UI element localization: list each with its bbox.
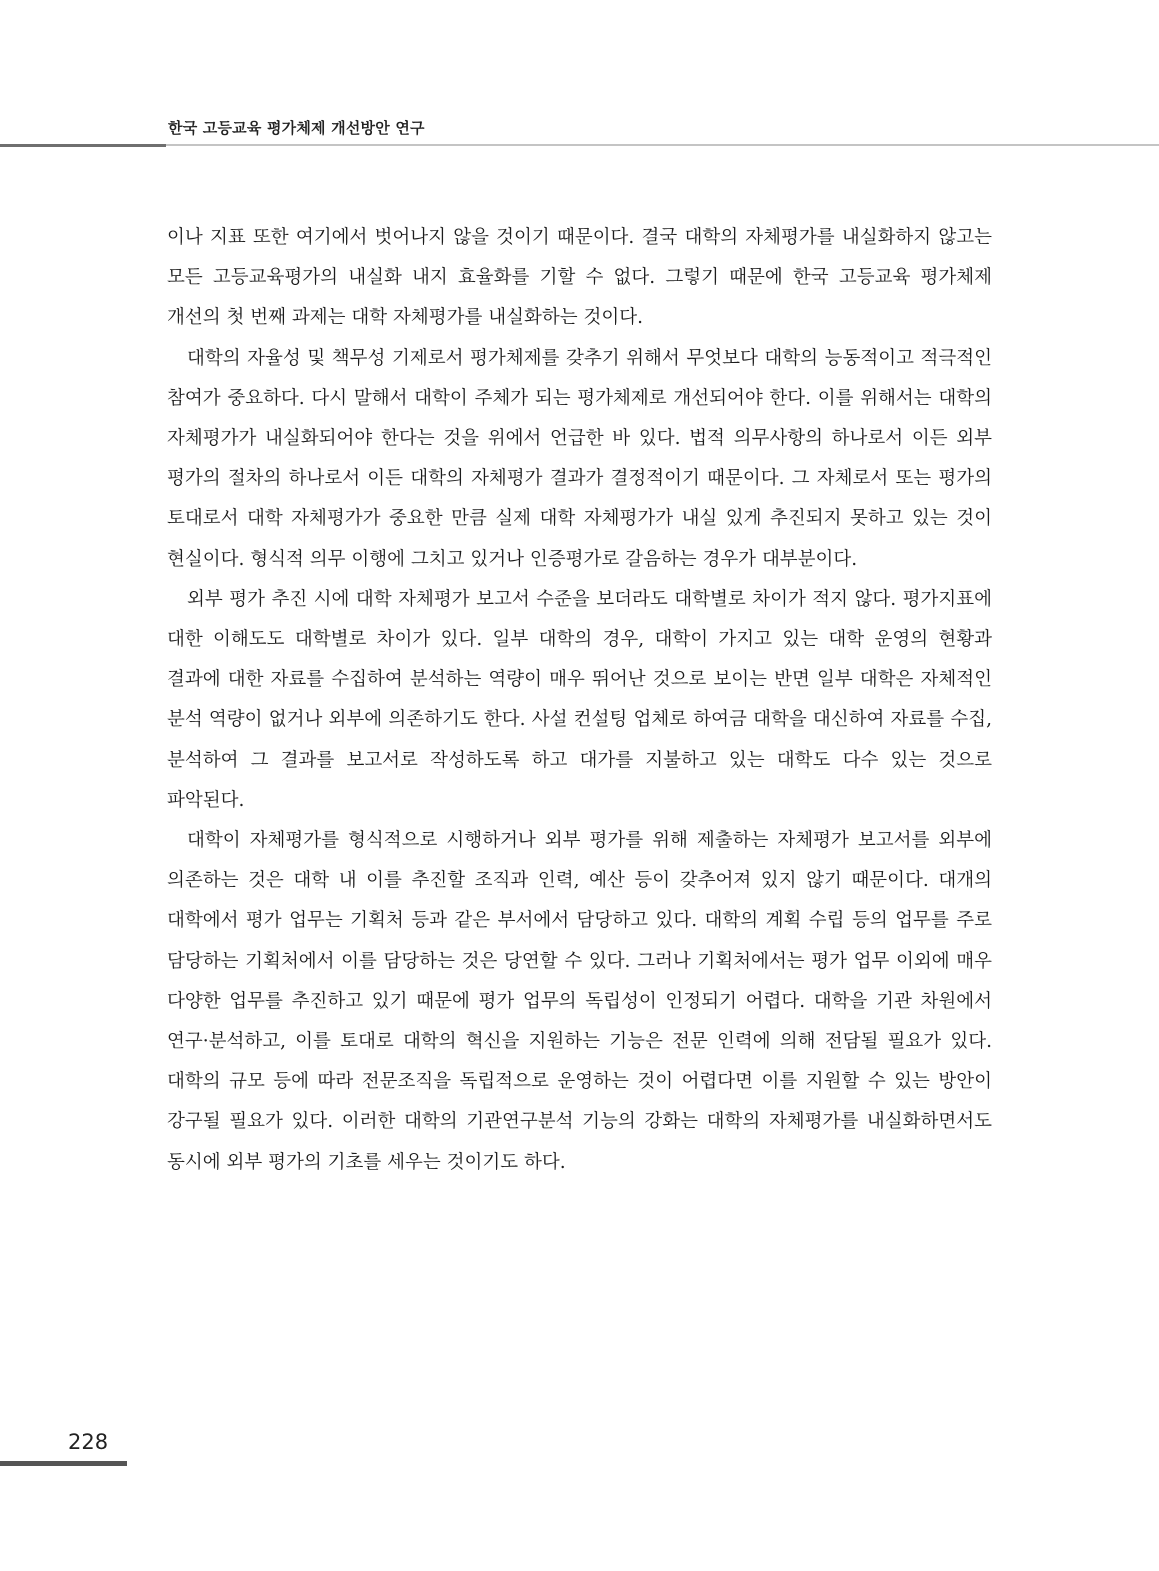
body-text	[167, 218, 992, 1183]
paragraph: 대학의 자율성 및 책무성 기제로서 평가체제를 갖추기 위해서 무엇보다 대학의 능동적이고 적극적인 참여가 중요하다. 다시 말해서 대학이 주체가 되는 평가체제로 개선되어야 한다. 이를 위해서는 대학의 자체평가가 내실화되어야 한다는 것을 위에서 언급한 바 있다. 법적 의무사항의 하나로서 이든 외부 평가의 절차의 하나로서 이든 대학의 자체평가 결과가 결정적이기 때문이다. 그 자체로서 또는 평가의 토대로서 대학 자체평가가 중요한 만큼 실제 대학 자체평가가 내실 있게 추진되지 못하고 있는 것이 현실이다. 형식적 의무 이행에 그치고 있거나 인증평가로 갈음하는 경우가 대부분이다.	[167, 347, 992, 570]
header-rule	[166, 144, 1159, 146]
paragraph: 대학이 자체평가를 형식적으로 시행하거나 외부 평가를 위해 제출하는 자체평가 보고서를 외부에 의존하는 것은 대학 내 이를 추진할 조직과 인력, 예산 등이 갖추어져 있지 않기 때문이다. 대개의 대학에서 평가 업무는 기획처 등과 같은 부서에서 담당하고 있다. 대학의 계획 수립 등의 업무를 주로 담당하는 기획처에서 이를 담당하는 것은 당연할 수 있다. 그러나 기획처에서는 평가 업무 이외에 매우 다양한 업무를 추진하고 있기 때문에 평가 업무의 독립성이 인정되기 어렵다. 대학을 기관 차원에서 연구·분석하고, 이를 토대로 대학의 혁신을 지원하는 기능은 전문 인력에 의해 전담될 필요가 있다. 대학의 규모 등에 따라 전문조직을 독립적으로 운영하는 것이 어렵다면 이를 지원할 수 있는 방안이 강구될 필요가 있다. 이러한 대학의 기관연구분석 기능의 강화는 대학의 자체평가를 내실화하면서도 동시에 외부 평가의 기초를 세우는 것이기도 하다.	[167, 830, 992, 1173]
footer-rule	[0, 1461, 127, 1466]
page-number: 228	[68, 1430, 109, 1454]
paragraph: 외부 평가 추진 시에 대학 자체평가 보고서 수준을 보더라도 대학별로 차이가 적지 않다. 평가지표에 대한 이해도도 대학별로 차이가 있다. 일부 대학의 경우, 대학이 가지고 있는 대학 운영의 현황과 결과에 대한 자료를 수집하여 분석하는 역량이 매우 뛰어난 것으로 보이는 반면 일부 대학은 자체적인 분석 역량이 없거나 외부에 의존하기도 한다. 사설 컨설팅 업체로 하여금 대학을 대신하여 자료를 수집, 분석하여 그 결과를 보고서로 작성하도록 하고 대가를 지불하고 있는 대학도 다수 있는 것으로 파악된다.	[167, 588, 992, 811]
header-rule-accent	[0, 144, 166, 147]
running-header-title: 한국 고등교육 평가체제 개선방안 연구	[168, 119, 425, 137]
paragraph: 이나 지표 또한 여기에서 벗어나지 않을 것이기 때문이다. 결국 대학의 자체평가를 내실화하지 않고는 모든 고등교육평가의 내실화 내지 효율화를 기할 수 없다. 그렇기 때문에 한국 고등교육 평가체제 개선의 첫 번째 과제는 대학 자체평가를 내실화하는 것이다.	[167, 227, 992, 329]
